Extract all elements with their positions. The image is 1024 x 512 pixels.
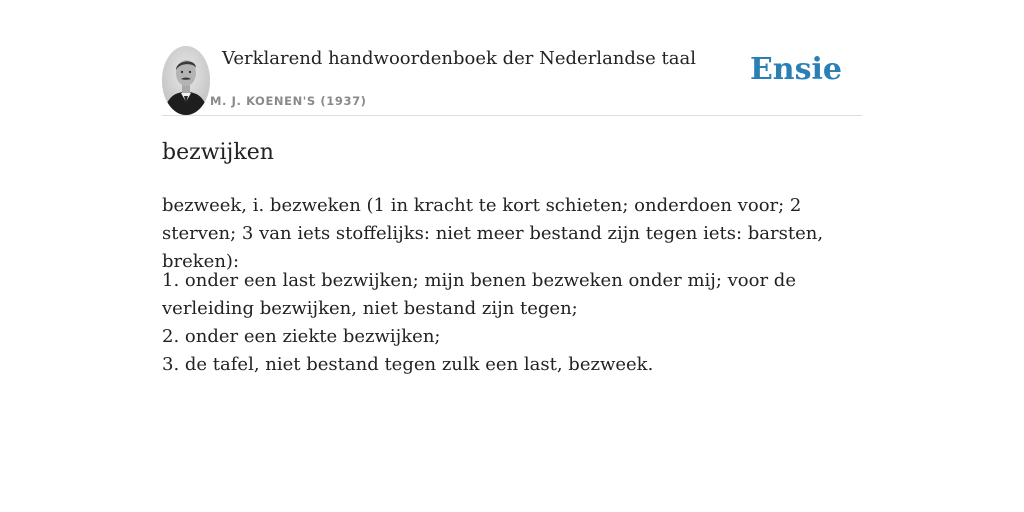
entry-examples-list <box>162 267 862 379</box>
site-header <box>162 46 862 116</box>
entry-definition: bezweek, i. bezweken (1 in kracht te kort schieten; onderdoen voor; 2 sterven; 3 van iets stoffelijks: niet meer bestand zijn tegen iets: barsten, breken): <box>162 195 824 272</box>
dictionary-title: Verklarend handwoordenboek der Nederlandse taal <box>222 48 696 69</box>
author-portrait-icon <box>162 46 210 115</box>
example-item: 1. onder een last bezwijken; mijn benen bezweken onder mij; voor de verleiding bezwijken, niet bestand zijn tegen; <box>162 270 796 319</box>
example-item: 2. onder een ziekte bezwijken; <box>162 326 441 347</box>
ensie-logo-link[interactable]: Ensie <box>749 52 842 87</box>
example-item: 3. de tafel, niet bestand tegen zulk een last, bezweek. <box>162 354 654 375</box>
dictionary-subtitle: M. J. KOENEN'S (1937) <box>210 94 367 108</box>
entry-headword: bezwijken <box>162 140 274 165</box>
